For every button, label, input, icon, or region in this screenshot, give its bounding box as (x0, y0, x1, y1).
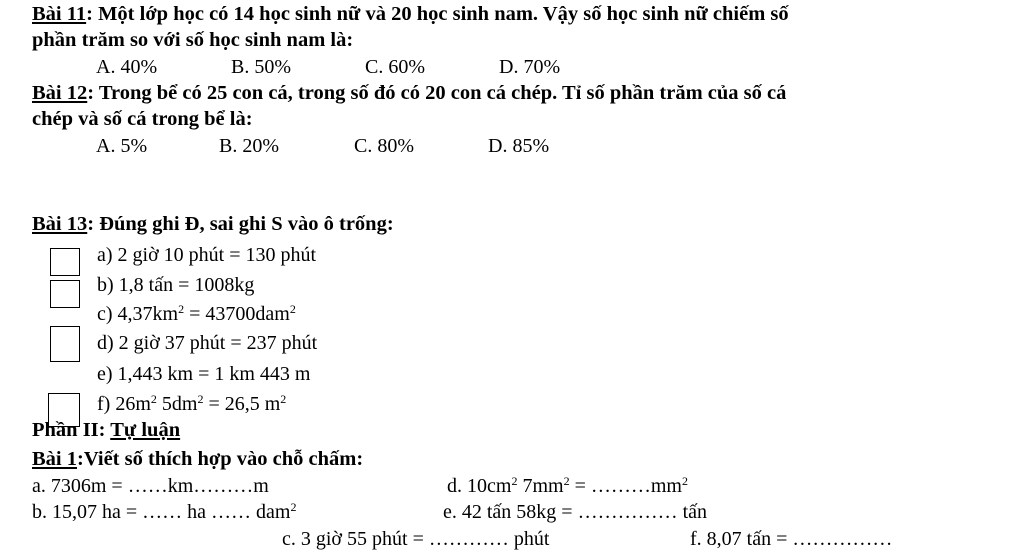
exercise-1-b (32, 500, 296, 524)
p12-option-b: B. 20% (219, 135, 279, 157)
statement-f-part3: = 26,5 m (203, 393, 281, 415)
superscript: 2 (197, 392, 204, 406)
statement-d: d) 2 giờ 37 phút = 237 phút (97, 332, 318, 354)
superscript: 2 (178, 302, 185, 316)
problem-12-title: Bài 12 (32, 82, 88, 104)
statement-f-part1: f) 26m (97, 393, 151, 415)
statement-b: b) 1,8 tấn = 1008kg (97, 274, 255, 296)
superscript: 2 (289, 302, 296, 316)
statement-c-part1: c) 4,37km (97, 303, 179, 325)
p11-option-d: D. 70% (499, 56, 561, 78)
statement-a: a) 2 giờ 10 phút = 130 phút (97, 244, 317, 266)
exercise-1-c: c. 3 giờ 55 phút = ………… phút (282, 528, 550, 550)
superscript: 2 (280, 392, 287, 406)
statement-f-part2: 5dm (156, 393, 198, 415)
exercise-1-title: Bài 1 (32, 448, 77, 470)
statement-e: e) 1,443 km = 1 km 443 m (97, 363, 311, 385)
superscript: 2 (563, 474, 570, 488)
exercise-1-a: a. 7306m = ……km………m (32, 475, 269, 497)
p12-option-d: D. 85% (488, 135, 550, 157)
exercise-1-d-part2: 7mm (517, 475, 564, 497)
problem-11-title: Bài 11 (32, 3, 87, 25)
problem-11-line-1 (32, 2, 789, 26)
exercise-1-d-part1: d. 10cm (447, 475, 512, 497)
superscript: 2 (150, 392, 157, 406)
statement-c-part2: = 43700dam (184, 303, 290, 325)
answer-box-a[interactable] (50, 248, 80, 276)
section-title: Tự luận (110, 419, 181, 441)
superscript: 2 (511, 474, 518, 488)
problem-12-line-2: chép và số cá trong bể là: (32, 108, 253, 130)
statement-c (97, 302, 296, 326)
problem-11-text: : Một lớp học có 14 học sinh nữ và 20 học sinh nam. Vậy số học sinh nữ chiếm số (86, 3, 789, 25)
p12-option-a: A. 5% (96, 135, 148, 157)
superscript: 2 (681, 474, 688, 488)
p11-option-b: B. 50% (231, 56, 291, 78)
problem-11-line-2: phần trăm so với số học sinh nam là: (32, 29, 354, 51)
answer-box-b[interactable] (50, 280, 80, 308)
exercise-1-e: e. 42 tấn 58kg = …………… tấn (443, 501, 708, 523)
problem-12-text: : Trong bể có 25 con cá, trong số đó có 20 con cá chép. Tỉ số phần trăm của số cá (87, 82, 787, 104)
exercise-1-heading (32, 447, 363, 471)
p11-option-c: C. 60% (365, 56, 425, 78)
exercise-1-d (447, 474, 688, 498)
exercise-1-b-text: b. 15,07 ha = …… ha …… dam (32, 501, 291, 523)
problem-13-text: : Đúng ghi Đ, sai ghi S vào ô trống: (87, 213, 394, 235)
problem-13-title: Bài 13 (32, 213, 88, 235)
exercise-1-text: :Viết số thích hợp vào chỗ chấm: (77, 448, 364, 470)
section-heading (32, 418, 180, 442)
section-label: Phần II: (32, 419, 111, 441)
exercise-1-d-part3: = ………mm (569, 475, 682, 497)
p12-option-c: C. 80% (354, 135, 414, 157)
p11-option-a: A. 40% (96, 56, 158, 78)
statement-f (97, 392, 286, 416)
superscript: 2 (290, 500, 297, 514)
answer-box-d[interactable] (50, 326, 80, 362)
problem-13-heading (32, 212, 394, 236)
problem-12-line-1 (32, 81, 786, 105)
exercise-1-f: f. 8,07 tấn = …………… (690, 528, 893, 550)
